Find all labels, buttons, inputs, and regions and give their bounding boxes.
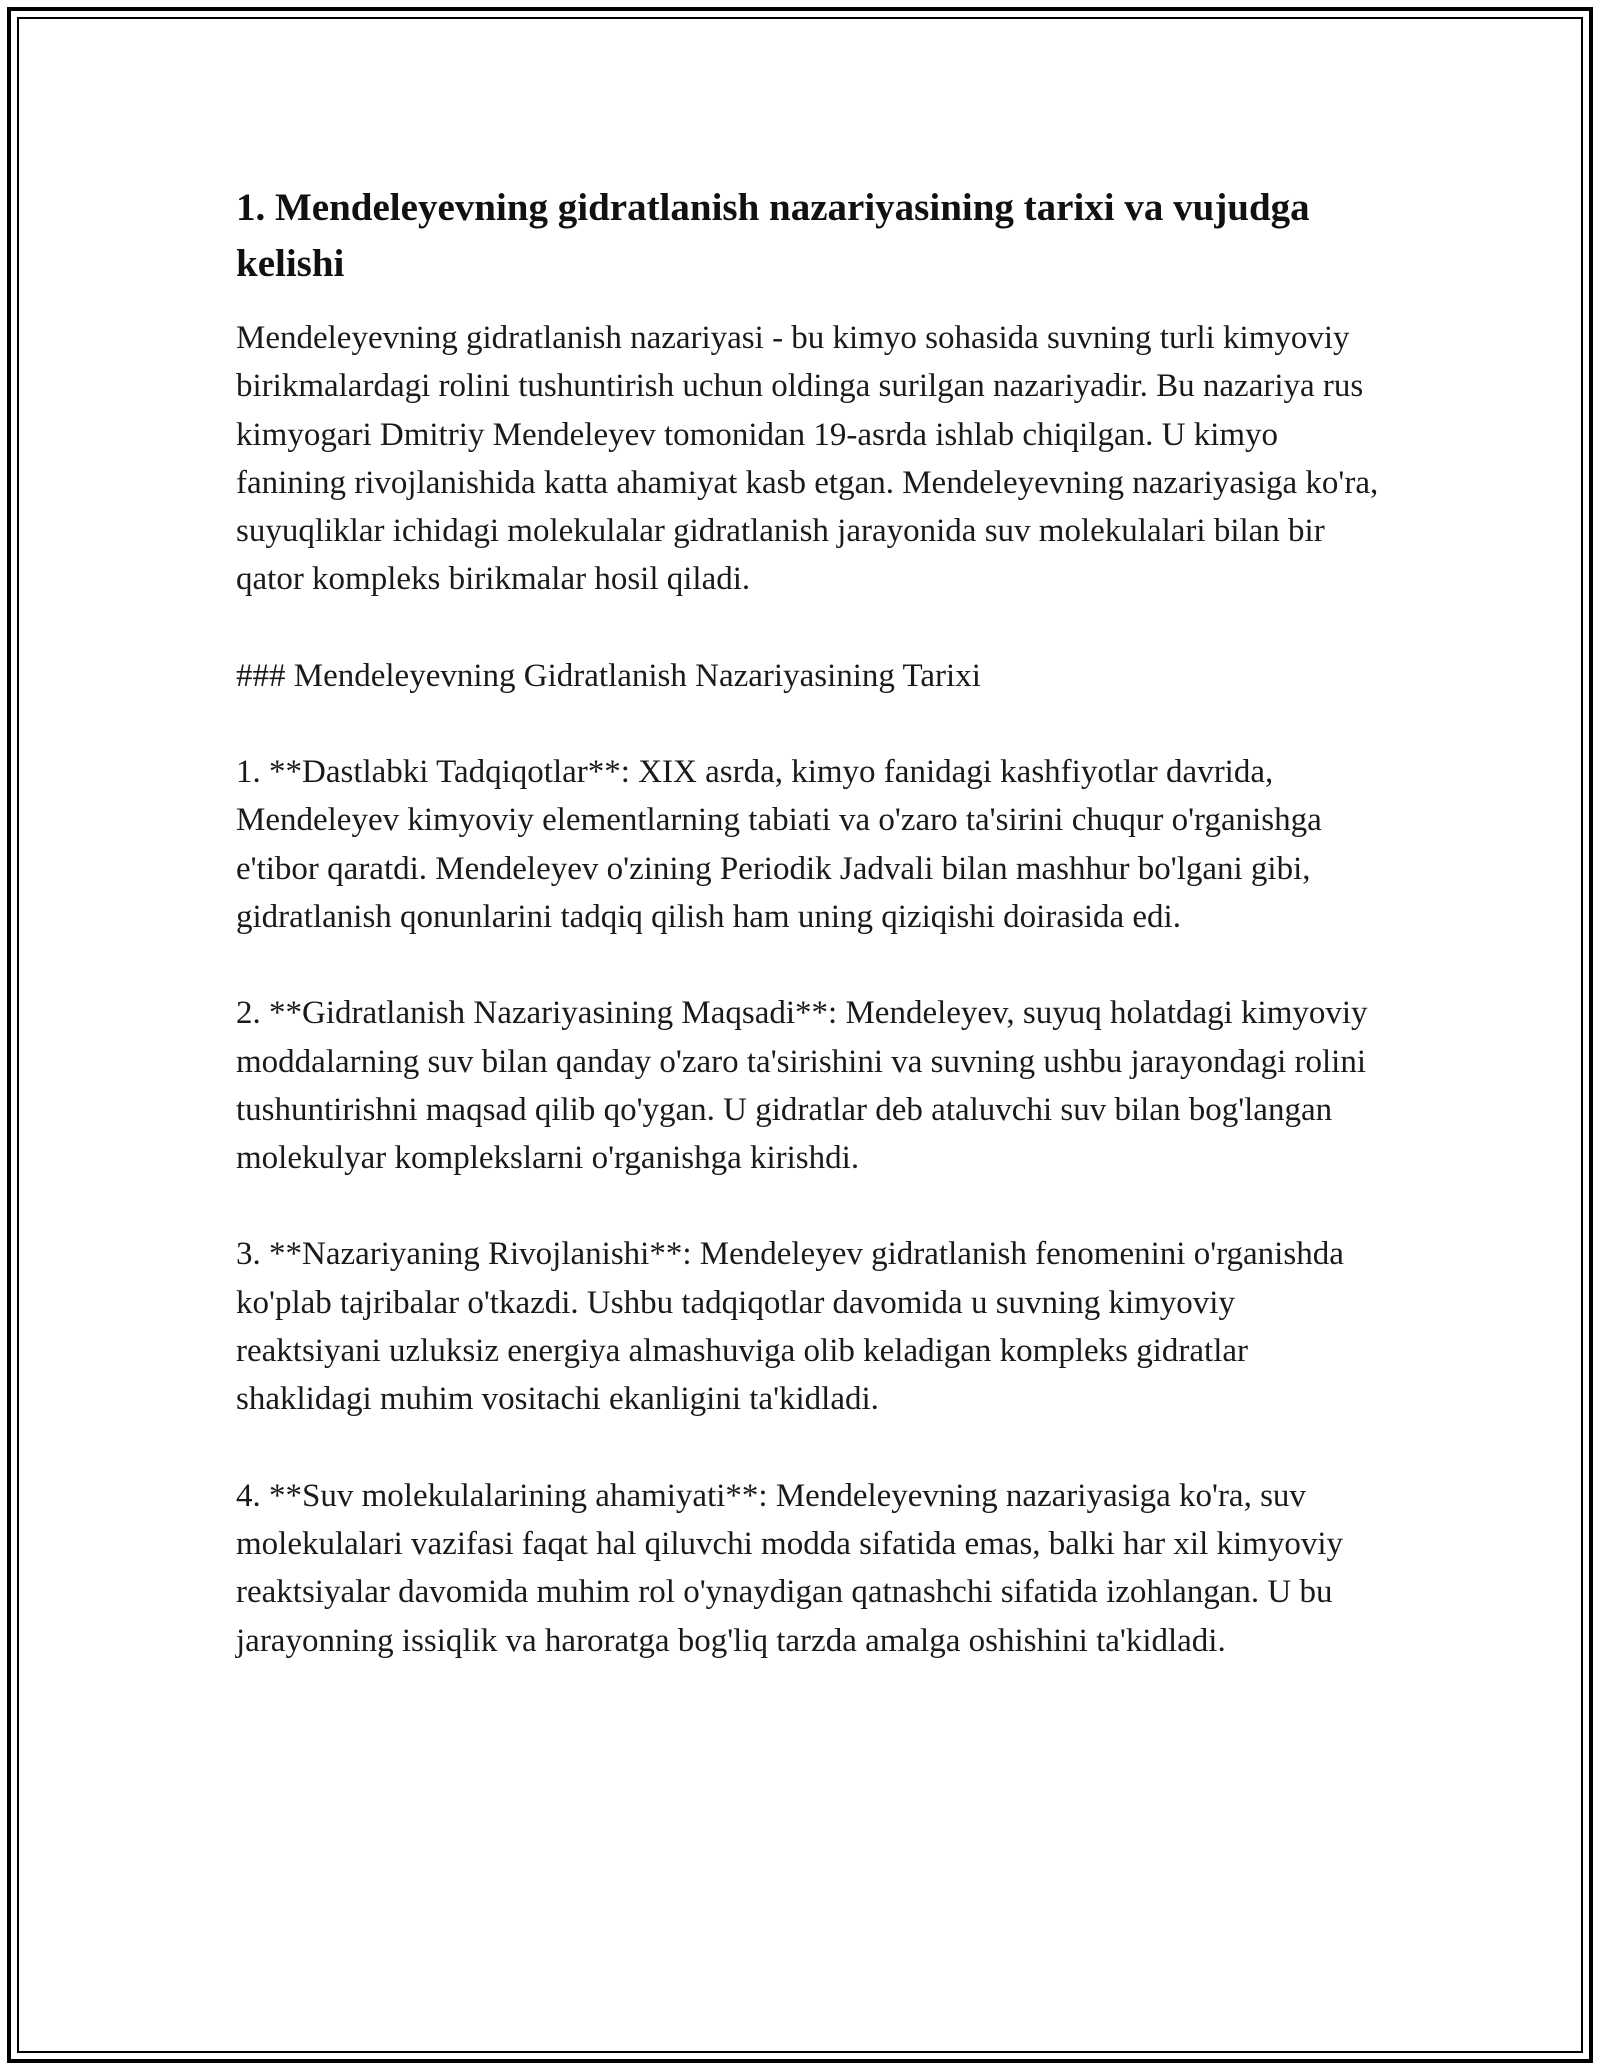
document-title: 1. Mendeleyevning gidratlanish nazariyasining tarixi va vujudga kelishi xyxy=(236,186,1310,285)
intro-paragraph: Mendeleyevning gidratlanish nazariyasi - bu kimyo sohasida suvning turli kimyoviy birikmalardagi rolini tushuntirish uchun oldinga surilgan nazariyadir. Bu nazariya rus kimyogari Dmitriy Mendeleyev tomonidan 19-asrda ishlab chiqilgan. U kimyo fanining rivojlanishida katta ahamiyat kasb etgan. Mendeleyevning nazariyasiga ko'ra, suyuqliklar ichidagi molekulalar gidratlanish jarayonida suv molekulalari bilan bir qator kompleks birikmalar hosil qiladi. xyxy=(236,320,1379,598)
section-subheading: ### Mendeleyevning Gidratlanish Nazariyasining Tarixi xyxy=(236,657,981,694)
list-item-3: 3. **Nazariyaning Rivojlanishi**: Mendeleyev gidratlanish fenomenini o'rganishda ko'plab tajribalar o'tkazdi. Ushbu tadqiqotlar davomida u suvning kimyoviy reaktsiyani uzluksiz energiya almashuviga olib keladigan kompleks gidratlar shaklidagi muhim vositachi ekanligini ta'kidladi. xyxy=(236,1236,1344,1418)
list-item-1: 1. **Dastlabki Tadqiqotlar**: XIX asrda, kimyo fanidagi kashfiyotlar davrida, Mendeleyev kimyoviy elementlarning tabiati va o'zaro ta'sirini chuqur o'rganishga e'tibor qaratdi. Mendeleyev o'zining Periodik Jadvali bilan mashhur bo'lgani gibi, gidratlanish qonunlarini tadqiq qilish ham uning qiziqishi doirasida edi. xyxy=(236,754,1322,935)
list-item-4: 4. **Suv molekulalarining ahamiyati**: Mendeleyevning nazariyasiga ko'ra, suv molekulalari vazifasi faqat hal qiluvchi modda sifatida emas, balki har xil kimyoviy reaktsiyalar davomida muhim rol o'ynaydigan qatnashchi sifatida izohlangan. U bu jarayonning issiqlik va haroratga bog'liq tarzda amalga oshishini ta'kidladi. xyxy=(236,1477,1344,1659)
document-body xyxy=(236,180,1381,1665)
list-item-2: 2. **Gidratlanish Nazariyasining Maqsadi**: Mendeleyev, suyuq holatdagi kimyoviy moddalarning suv bilan qanday o'zaro ta'sirishini va suvning ushbu jarayondagi rolini tushuntirishni maqsad qilib qo'ygan. U gidratlar deb ataluvchi suv bilan bog'langan molekulyar komplekslarni o'rganishga kirishdi. xyxy=(236,995,1368,1177)
